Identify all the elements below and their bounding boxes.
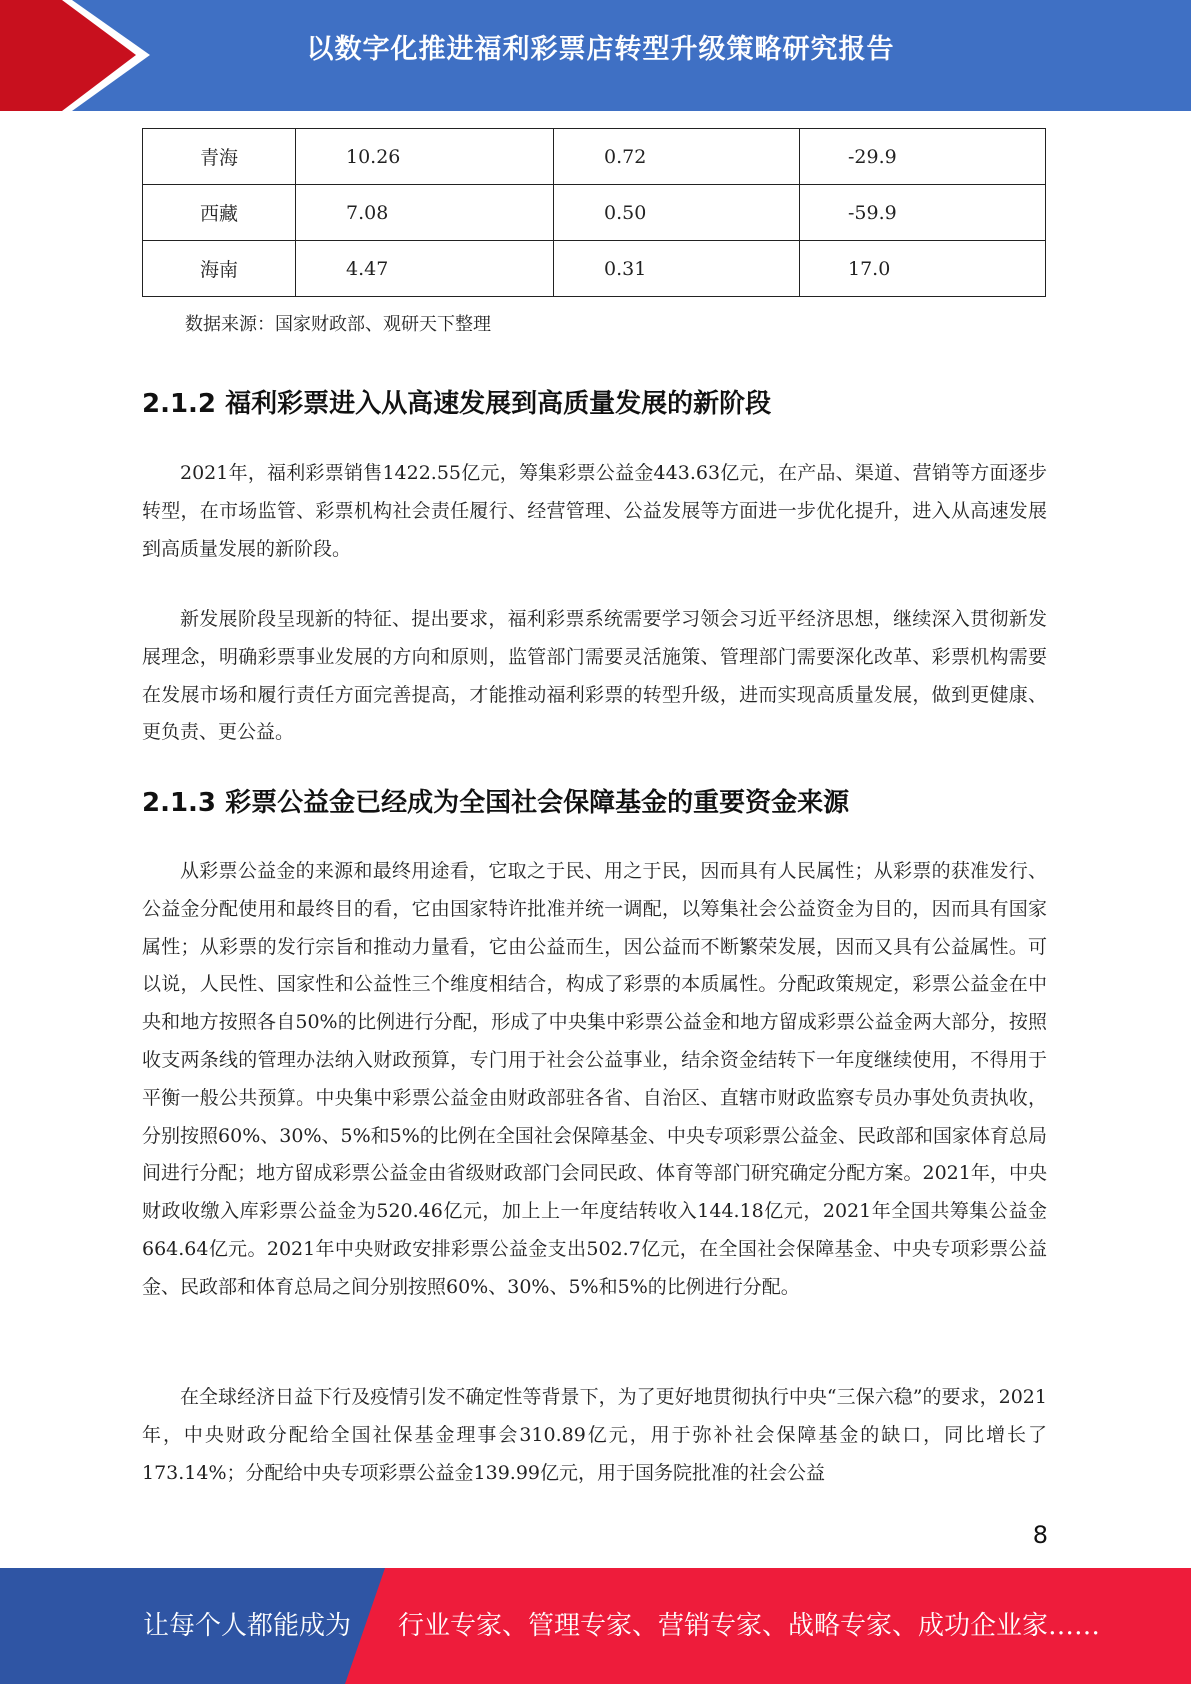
section-heading-2-1-2: 2.1.2 福利彩票进入从高速发展到高质量发展的新阶段 — [142, 389, 772, 419]
table-cell: 4.47 — [296, 241, 554, 297]
table-cell: 17.0 — [800, 241, 1046, 297]
footer-slogan-left: 让每个人都能成为 — [143, 1611, 352, 1641]
table-cell: 0.31 — [554, 241, 800, 297]
data-table — [142, 128, 1046, 297]
table-row — [143, 129, 1046, 185]
table-cell: 10.26 — [296, 129, 554, 185]
page-header — [0, 0, 1191, 111]
paragraph: 新发展阶段呈现新的特征、提出要求，福利彩票系统需要学习领会习近平经济思想，继续深入贯彻新发展理念，明确彩票事业发展的方向和原则，监管部门需要灵活施策、管理部门需要深化改革、彩票机构需要在发展市场和履行责任方面完善提高，才能推动福利彩票的转型升级，进而实现高质量发展，做到更健康、更负责、更公益。 — [142, 608, 1047, 744]
table-cell: 青海 — [143, 129, 296, 185]
paragraph: 在全球经济日益下行及疫情引发不确定性等背景下，为了更好地贯彻执行中央“三保六稳”的要求，2021年，中央财政分配给全国社保基金理事会310.89亿元，用于弥补社会保障基金的缺口，同比增长了173.14%；分配给中央专项彩票公益金139.99亿元，用于国务院批准的社会公益 — [142, 1386, 1047, 1484]
table-row — [143, 241, 1046, 297]
paragraph: 2021年，福利彩票销售1422.55亿元，筹集彩票公益金443.63亿元，在产品、渠道、营销等方面逐步转型，在市场监管、彩票机构社会责任履行、经营管理、公益发展等方面进一步优化提升，进入从高速发展到高质量发展的新阶段。 — [142, 462, 1047, 560]
table-cell: 7.08 — [296, 185, 554, 241]
paragraph: 从彩票公益金的来源和最终用途看，它取之于民、用之于民，因而具有人民属性；从彩票的获准发行、公益金分配使用和最终目的看，它由国家特许批准并统一调配，以筹集社会公益资金为目的，因而具有国家属性；从彩票的发行宗旨和推动力量看，它由公益而生，因公益而不断繁荣发展，因而又具有公益属性。可以说，人民性、国家性和公益性三个维度相结合，构成了彩票的本质属性。分配政策规定，彩票公益金在中央和地方按照各自50%的比例进行分配，形成了中央集中彩票公益金和地方留成彩票公益金两大部分，按照收支两条线的管理办法纳入财政预算，专门用于社会公益事业，结余资金结转下一年度继续使用，不得用于平衡一般公共预算。中央集中彩票公益金由财政部驻各省、自治区、直辖市财政监察专员办事处负责执收，分别按照60%、30%、5%和5%的比例在全国社会保障基金、中央专项彩票公益金、民政部和国家体育总局间进行分配；地方留成彩票公益金由省级财政部门会同民政、体育等部门研究确定分配方案。2021年，中央财政收缴入库彩票公益金为520.46亿元，加上上一年度结转收入144.18亿元，2021年全国共筹集公益金664.64亿元。2021年中央财政安排彩票公益金支出502.7亿元，在全国社会保障基金、中央专项彩票公益金、民政部和体育总局之间分别按照60%、30%、5%和5%的比例进行分配。 — [142, 860, 1047, 1298]
table-cell: -29.9 — [800, 129, 1046, 185]
table-cell: -59.9 — [800, 185, 1046, 241]
section-heading-2-1-3: 2.1.3 彩票公益金已经成为全国社会保障基金的重要资金来源 — [142, 788, 850, 818]
data-source-note: 数据来源：国家财政部、观研天下整理 — [185, 314, 491, 335]
page-footer — [0, 1568, 1191, 1684]
report-title: 以数字化推进福利彩票店转型升级策略研究报告 — [306, 34, 895, 65]
table-row — [143, 185, 1046, 241]
table-cell: 0.50 — [554, 185, 800, 241]
footer-slogan-right: 行业专家、管理专家、营销专家、战略专家、成功企业家…… — [398, 1611, 1101, 1641]
table-cell: 西藏 — [143, 185, 296, 241]
page-number: 8 — [1032, 1521, 1048, 1549]
table-cell: 0.72 — [554, 129, 800, 185]
table-cell: 海南 — [143, 241, 296, 297]
